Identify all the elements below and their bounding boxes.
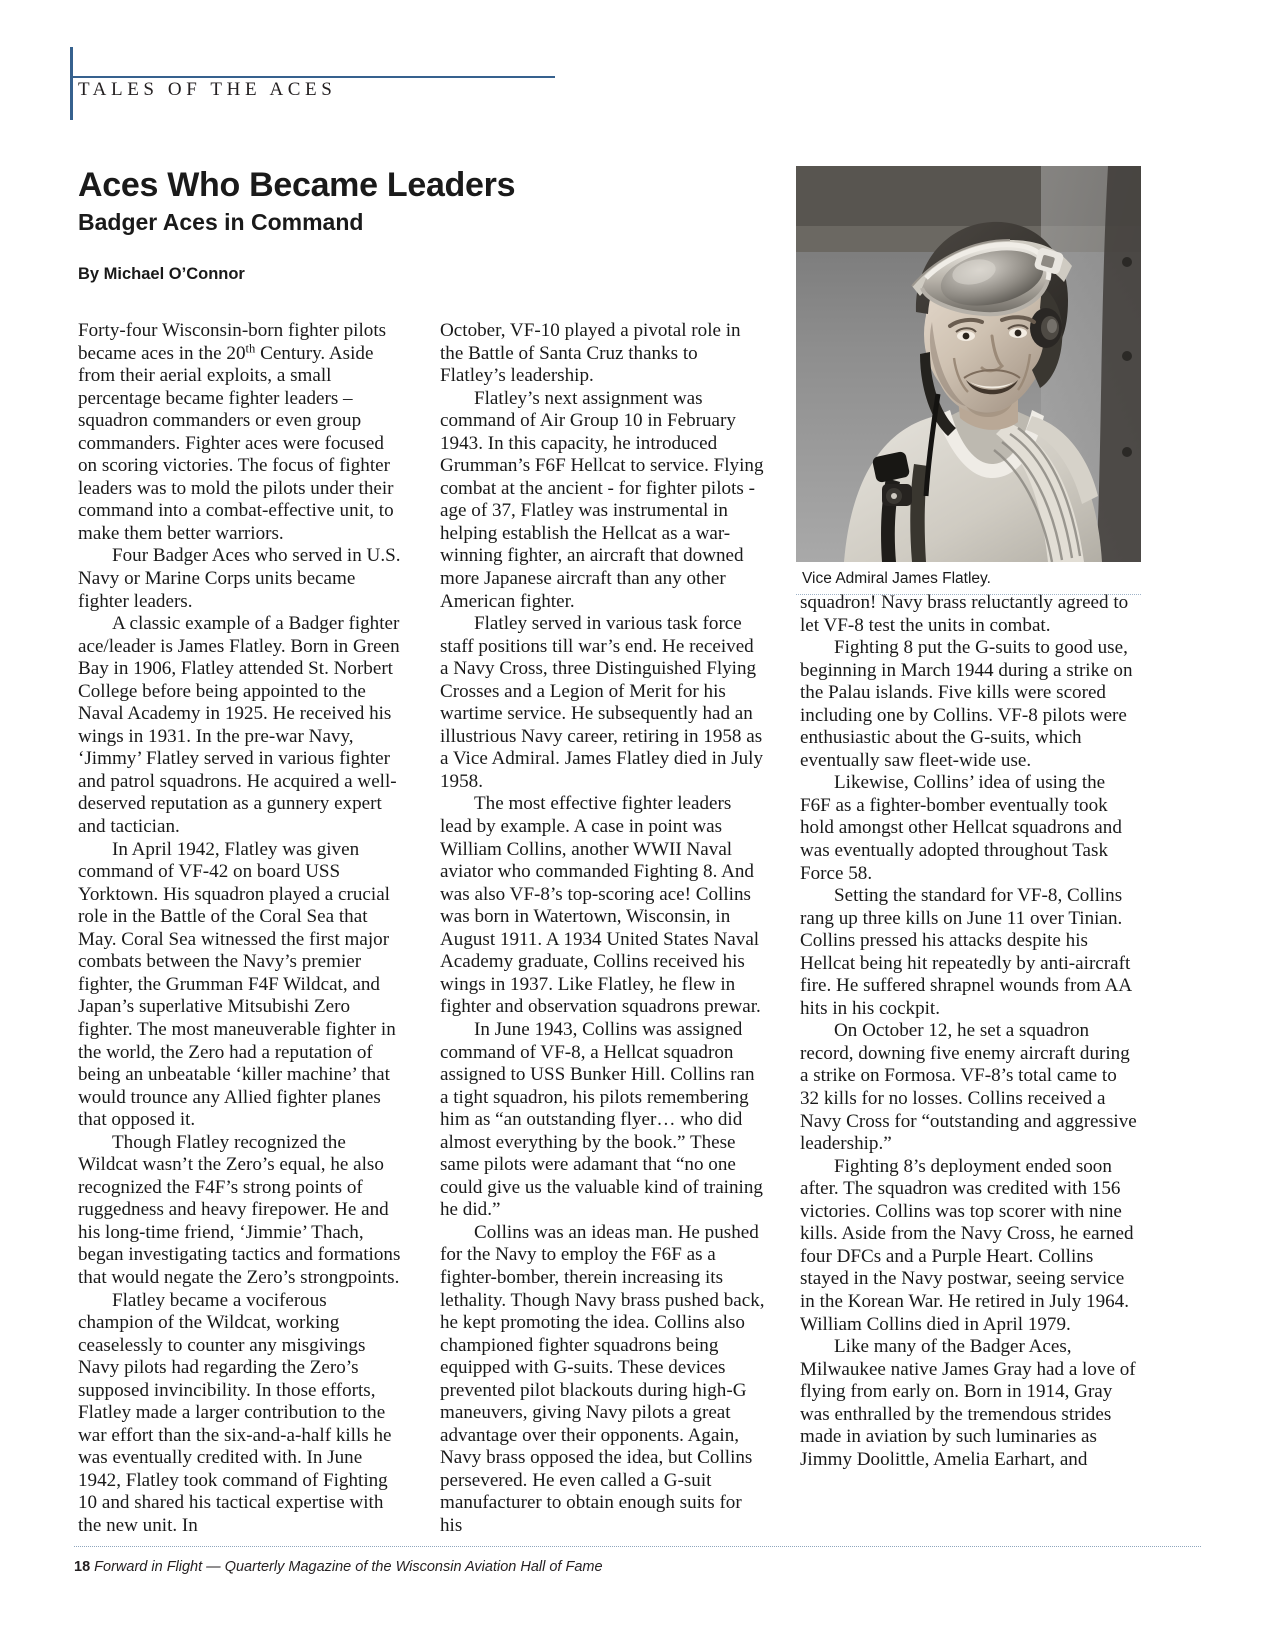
- running-head-horizontal-rule: [70, 76, 555, 78]
- body-column-2: [440, 320, 765, 1538]
- body-paragraph: Like many of the Badger Aces, Milwaukee native James Gray had a love of flying from early on. Born in 1914, Gray was enthralled by the tremendous strides made in aviation by such luminaries as Jimmy Doolittle, Amelia Earhart, and: [800, 1336, 1136, 1470]
- page-title: Aces Who Became Leaders: [78, 166, 516, 204]
- running-head: [0, 0, 1275, 140]
- photo-figure: [796, 166, 1141, 595]
- footer: [74, 1559, 603, 1575]
- article-subtitle: Badger Aces in Command: [78, 209, 364, 235]
- body-paragraph: Collins was an ideas man. He pushed for the Navy to employ the F6F as a fighter-bomber, therein increasing its lethality. Though Navy brass pushed back, he kept promoting the idea. Collins also championed fighter squadrons being equipped with G-suits. These devices prevented pilot blackouts during high-G maneuvers, giving Navy pilots a great advantage over their opponents. Again, Navy brass opposed the idea, but Collins persevered. He even called a G-suit manufacturer to obtain enough suits for his: [440, 1221, 765, 1536]
- photo-caption: Vice Admiral James Flatley.: [796, 562, 1141, 595]
- portrait-photo: [796, 166, 1141, 562]
- body-paragraph: Fighting 8 put the G-suits to good use, beginning in March 1944 during a strike on the Palau islands. Five kills were scored including one by Collins. VF-8 pilots were enthusiastic about the G-suits, which eventually saw fleet-wide use.: [800, 637, 1133, 771]
- article-byline: By Michael O’Connor: [78, 265, 245, 283]
- running-head-vertical-rule: [70, 47, 73, 120]
- footer-magazine-line: Forward in Flight — Quarterly Magazine of the Wisconsin Aviation Hall of Fame: [94, 1559, 603, 1575]
- body-paragraph: In April 1942, Flatley was given command of VF-42 on board USS Yorktown. His squadron played a crucial role in the Battle of the Coral Sea that May. Coral Sea witnessed the first major combats between the Navy’s premier fighter, the Grumman F4F Wildcat, and Japan’s superlative Mitsubishi Zero fighter. The most maneuverable fighter in the world, the Zero had a reputation of being an unbeatable ‘killer machine’ that would trounce any Allied fighter planes that opposed it.: [78, 838, 396, 1131]
- body-paragraph: Flatley became a vociferous champion of the Wildcat, working ceaselessly to counter any misgivings Navy pilots had regarding the Zero’s supposed invincibility. In those efforts, Flatley made a larger contribution to the war effort than the six-and-a-half kills he was eventually credited with. In June 1942, Flatley took command of Fighting 10 and shared his tactical expertise with the new unit. In: [78, 1289, 392, 1536]
- footer-divider: [74, 1546, 1201, 1547]
- body-paragraph: On October 12, he set a squadron record, downing five enemy aircraft during a strike on Formosa. VF-8’s total came to 32 kills for no losses. Collins received a Navy Cross for “outstanding and aggressive leadership.”: [800, 1020, 1137, 1155]
- body-paragraph: A classic example of a Badger fighter ace/leader is James Flatley. Born in Green Bay in 1906, Flatley attended St. Norbert College before being appointed to the Naval Academy in 1925. He received his wings in 1931. In the pre-war Navy, ‘Jimmy’ Flatley served in various fighter and patrol squadrons. He acquired a well-deserved reputation as a gunnery expert and tactician.: [78, 613, 400, 838]
- body-paragraph: Likewise, Collins’ idea of using the F6F as a fighter-bomber eventually took hold amongst other Hellcat squadrons and was eventually adopted throughout Task Force 58.: [800, 772, 1122, 884]
- body-paragraph: In June 1943, Collins was assigned command of VF-8, a Hellcat squadron assigned to USS Bunker Hill. Collins ran a tight squadron, his pilots remembering him as “an outstanding flyer… who did almost everything by the book.” These same pilots were adamant that “no one could give us the valuable kind of training he did.”: [440, 1018, 763, 1221]
- body-paragraph: October, VF-10 played a pivotal role in the Battle of Santa Cruz thanks to Flatley’s leadership.: [440, 320, 741, 387]
- page-number: 18: [74, 1559, 91, 1575]
- body-column-1: [78, 320, 403, 1538]
- body-paragraph: squadron! Navy brass reluctantly agreed to let VF-8 test the units in combat.: [800, 592, 1129, 636]
- body-paragraph: Though Flatley recognized the Wildcat wasn’t the Zero’s equal, he also recognized the F4F’s strong points of ruggedness and heavy firepower. He and his long-time friend, ‘Jimmie’ Thach, began investigating tactics and formations that would negate the Zero’s strongpoints.: [78, 1131, 401, 1288]
- body-paragraph: Setting the standard for VF-8, Collins rang up three kills on June 11 over Tinian. Collins pressed his attacks despite his Hellcat being hit repeatedly by anti-aircraft fire. He suffered shrapnel wounds from AA hits in his cockpit.: [800, 885, 1132, 1019]
- body-paragraph: The most effective fighter leaders lead by example. A case in point was William Collins, another WWII Naval aviator who commanded Fighting 8. And was also VF-8’s top-scoring ace! Collins was born in Watertown, Wisconsin, in August 1911. A 1934 United States Naval Academy graduate, Collins received his wings in 1937. Like Flatley, he flew in fighter and observation squadrons prewar.: [440, 793, 761, 1018]
- body-paragraph: Four Badger Aces who served in U.S. Navy or Marine Corps units became fighter leaders.: [78, 545, 401, 612]
- ordinal-suffix: th: [245, 341, 256, 355]
- body-column-3: [800, 592, 1140, 1471]
- body-paragraph: Forty-four Wisconsin-born fighter pilots became aces in the 20th Century. Aside from their aerial exploits, a small percentage became fighter leaders – squadron commanders or even group commanders. Fighter aces were focused on scoring victories. The focus of fighter leaders was to mold the pilots under their command into a combat-effective unit, to make them better warriors.: [78, 320, 394, 544]
- body-paragraph: Flatley’s next assignment was command of Air Group 10 in February 1943. In this capacity, he introduced Grumman’s F6F Hellcat to service. Flying combat at the ancient - for fighter pilots - age of 37, Flatley was instrumental in helping establish the Hellcat as a war-winning fighter, an aircraft that downed more Japanese aircraft than any other American fighter.: [440, 387, 764, 612]
- article-header: [78, 166, 768, 284]
- body-paragraph: Flatley served in various task force staff positions till war’s end. He received a Navy Cross, three Distinguished Flying Crosses and a Legion of Merit for his wartime service. He subsequently had an illustrious Navy career, retiring in 1958 as a Vice Admiral. James Flatley died in July 1958.: [440, 613, 764, 792]
- running-head-title: TALES OF THE ACES: [78, 79, 337, 100]
- body-paragraph: Fighting 8’s deployment ended soon after. The squadron was credited with 156 victories. Collins was top scorer with nine kills. Aside from the Navy Cross, he earned four DFCs and a Purple Heart. Collins stayed in the Navy postwar, seeing service in the Korean War. He retired in July 1964. William Collins died in April 1979.: [800, 1155, 1134, 1335]
